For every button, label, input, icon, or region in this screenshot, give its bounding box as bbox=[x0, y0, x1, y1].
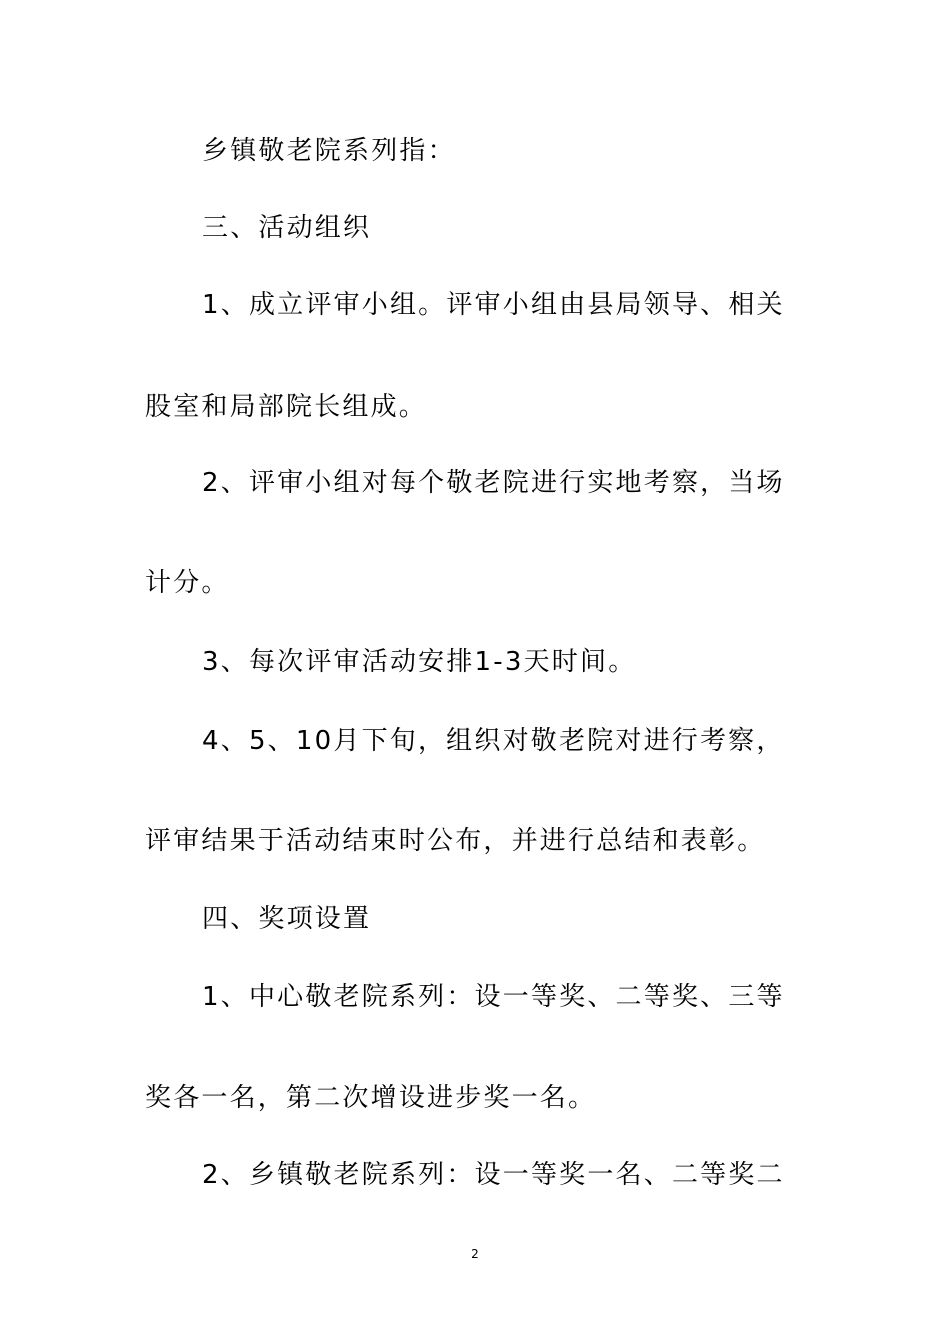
text-line-1: 乡镇敬老院系列指： bbox=[202, 136, 456, 166]
text-line-6: 计分。 bbox=[145, 568, 230, 598]
text-line-12: 奖各一名，第二次增设进步奖一名。 bbox=[145, 1083, 597, 1113]
text-line-5: 2、评审小组对每个敬老院进行实地考察，当场 bbox=[202, 468, 785, 498]
text-line-8: 4、5、10月下旬，组织对敬老院对进行考察， bbox=[202, 726, 785, 756]
text-line-13: 2、乡镇敬老院系列：设一等奖一名、二等奖二 bbox=[202, 1160, 785, 1190]
text-line-4: 股室和局部院长组成。 bbox=[145, 392, 428, 422]
text-line-3: 1、成立评审小组。评审小组由县局领导、相关 bbox=[202, 290, 785, 320]
section-heading-activity-organization: 三、活动组织 bbox=[202, 213, 372, 243]
section-heading-awards: 四、奖项设置 bbox=[202, 904, 372, 934]
text-line-9: 评审结果于活动结束时公布，并进行总结和表彰。 bbox=[145, 826, 766, 856]
page-number: 2 bbox=[471, 1247, 479, 1261]
text-line-7: 3、每次评审活动安排1-3天时间。 bbox=[202, 647, 637, 677]
text-line-11: 1、中心敬老院系列：设一等奖、二等奖、三等 bbox=[202, 982, 785, 1012]
